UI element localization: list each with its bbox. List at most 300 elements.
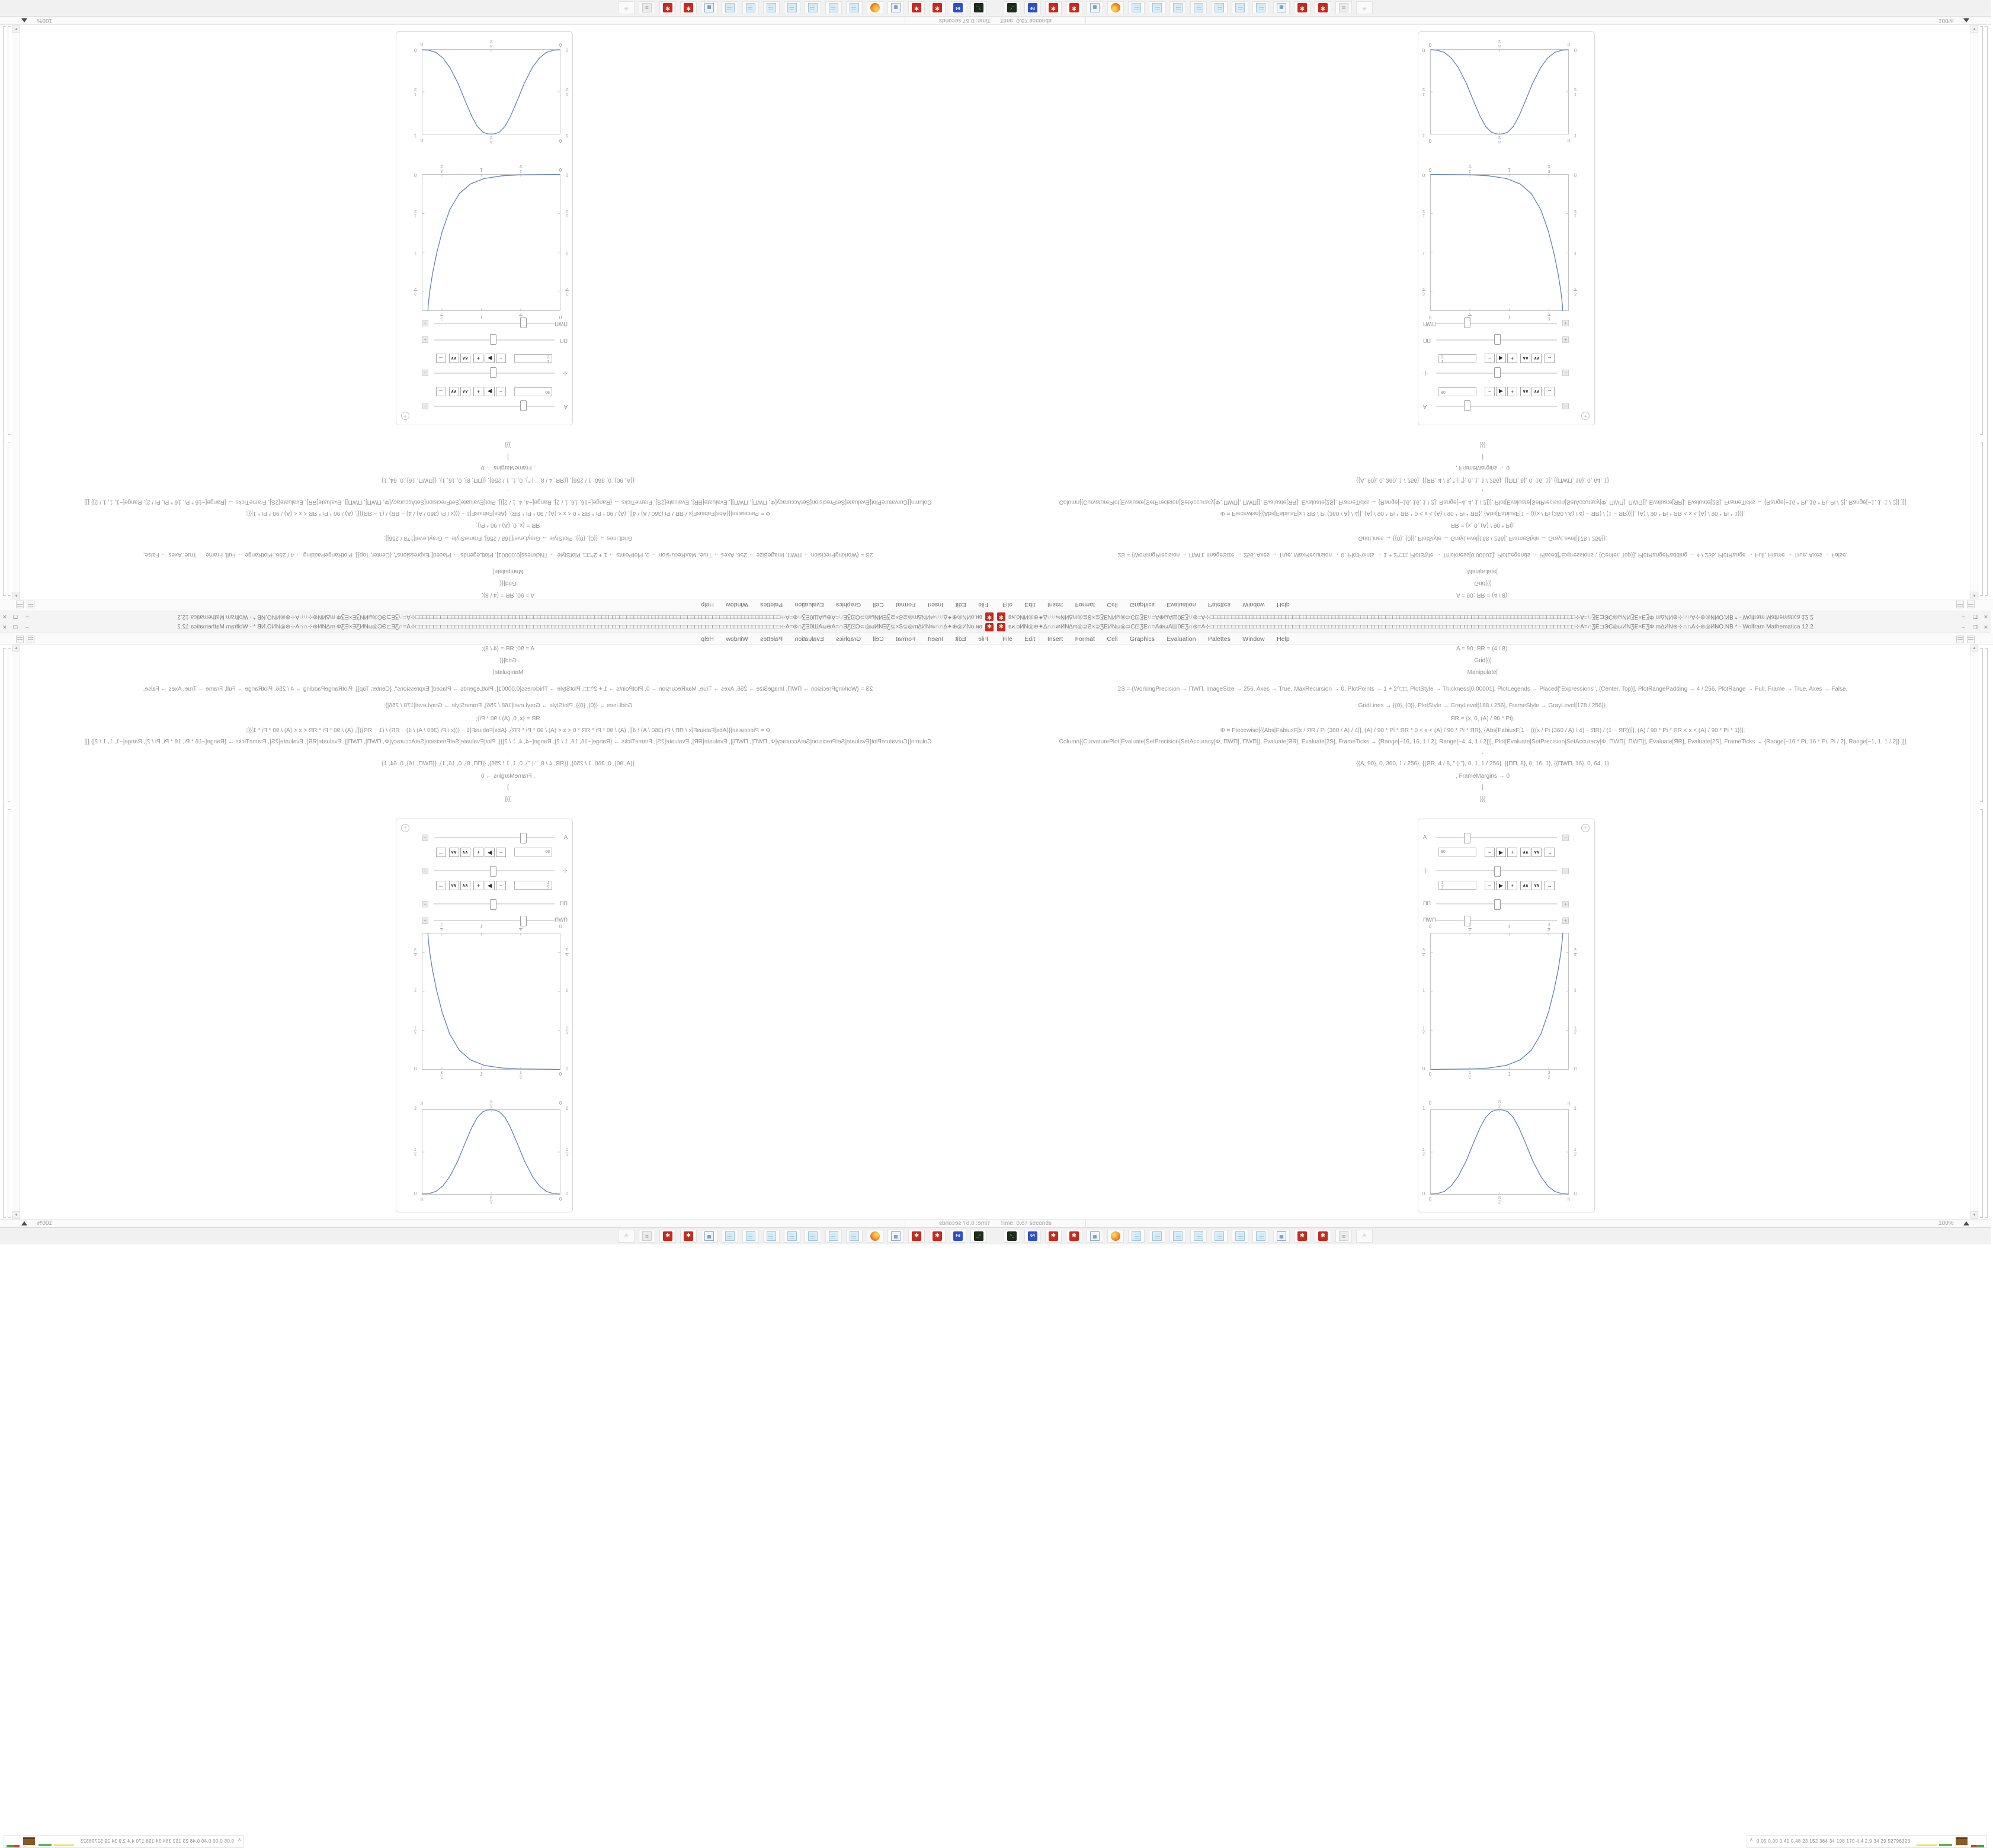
code-line[interactable]: Φ = Piecewise[{{Abs[FabiusF[x / ЯR / Pi (360 / A) / 4]], (A) / 90 * Pi * ЯR * 0 < x < (A) / 90 * Pi * ЯR}, {Abs[FabiusF[1 − (((x / Pi (360 / A) / 4) − ЯR) / (1 − ЯR))]], (A) / 90 * Pi * ЯR < x < (A) / 90 * Pi * 1}}]; [245, 727, 771, 734]
code-line[interactable]: GridLines → {{0}, {0}}, PlotStyle → GrayLevel[168 / 256], FrameStyle → GrayLevel[178 / 256]}; [383, 535, 633, 541]
slider-thumb[interactable] [490, 866, 496, 877]
taskbar-item-notepad[interactable] [1169, 1, 1186, 14]
manipulate-menu-icon[interactable]: + [401, 824, 409, 832]
menu-help[interactable]: Help [1277, 636, 1290, 643]
code-line[interactable]: }}] [1479, 441, 1486, 448]
step-back-button[interactable]: − [496, 387, 506, 396]
play-button[interactable]: ▶ [1496, 881, 1506, 890]
step-forward-button[interactable]: + [1507, 354, 1517, 363]
slower-button[interactable]: ∨∨ [449, 881, 459, 890]
code-line[interactable]: {{A, 90}, 0, 360, 1 / 256}, {{ЯR, 4 / 8, "·|·"}, 0, 1, 1 / 256}, {{ΠΠ, 8}, 0, 16, 1}, {{ΠWΠ, 16}, 0, 64, 1} [382, 477, 635, 483]
taskbar-item-notepad[interactable] [763, 1230, 780, 1243]
taskbar-item-terminal[interactable] [1004, 1, 1020, 14]
slider-track[interactable] [1436, 920, 1557, 921]
taskbar-item-floppy-64[interactable] [950, 1230, 966, 1243]
taskbar-item-calculator[interactable] [1273, 1230, 1290, 1243]
taskbar-item-notepad[interactable] [1211, 1230, 1228, 1243]
step-forward-button[interactable]: + [473, 848, 483, 857]
direction-button[interactable]: → [1545, 881, 1555, 890]
minimize-button[interactable]: – [25, 614, 29, 620]
scroll-up-icon[interactable]: ▲ [1970, 592, 1978, 599]
slower-button[interactable]: ∨∨ [449, 848, 459, 857]
slower-button[interactable]: ∨∨ [1531, 354, 1542, 363]
direction-button[interactable]: → [436, 387, 446, 396]
manipulate-menu-icon[interactable]: + [1581, 824, 1590, 832]
slider-track[interactable] [434, 837, 555, 838]
faster-button[interactable]: ∧∧ [1520, 354, 1530, 363]
expand-controls-icon[interactable]: + [1562, 336, 1569, 343]
taskbar-item-mathematica-red-gear[interactable] [1045, 1, 1062, 14]
close-button[interactable]: ✕ [1984, 624, 1988, 630]
slider-thumb[interactable] [1494, 866, 1501, 877]
code-line[interactable]: 2S = {WorkingPrecision → ΠWΠ, ImageSize → 256, Axes → True, MaxRecursion → 0, PlotPoints → 1 + 2^□□, PlotStyle → Thickness[0.00001], PlotLegends → Placed["Expressions", {Center, Top}], PlotRangePadding → 4 / 256, PlotRange → Full, Frame → True, Axes → False, [143, 686, 873, 692]
window-titlebar[interactable] [995, 611, 1991, 622]
taskbar-item-plug-disabled[interactable] [1356, 1230, 1373, 1243]
menu-file[interactable]: File [978, 636, 988, 643]
slider-thumb[interactable] [1494, 899, 1501, 910]
slower-button[interactable]: ∨∨ [1531, 881, 1542, 890]
cell-bracket-input[interactable] [8, 648, 11, 802]
taskbar-item-scroll-document[interactable] [1335, 1230, 1352, 1243]
slower-button[interactable]: ∨∨ [1531, 387, 1542, 396]
taskbar-item-notepad[interactable] [846, 1230, 863, 1243]
collapse-controls-icon[interactable]: − [1562, 835, 1569, 841]
cell-bracket-output[interactable] [1980, 809, 1983, 1218]
magnification-control[interactable]: 100% [37, 17, 52, 24]
taskbar-item-notepad[interactable] [1149, 1, 1165, 14]
taskbar-item-notepad[interactable] [825, 1230, 842, 1243]
code-line[interactable]: , FrameMargins → 0 [480, 464, 536, 471]
code-line[interactable]: , [1482, 749, 1483, 755]
menu-graphics[interactable]: Graphics [836, 601, 861, 608]
taskbar-item-firefox[interactable] [1107, 1, 1124, 14]
code-line[interactable]: 2S = {WorkingPrecision → ΠWΠ, ImageSize → 256, Axes → True, MaxRecursion → 0, PlotPoints → 1 + 2^□□, PlotStyle → Thickness[0.00001], PlotLegends → Placed["Expressions", {Center, Top}], PlotRangePadding → 4 / 256, PlotRange → Full, Frame → True, Axes → False, [143, 551, 873, 558]
menu-window[interactable]: Window [1242, 636, 1265, 643]
code-line[interactable]: Manipulate[ [492, 568, 524, 575]
slider-thumb[interactable] [490, 367, 496, 378]
taskbar-item-notepad[interactable] [1232, 1230, 1248, 1243]
code-line[interactable]: Manipulate[ [492, 669, 524, 676]
cell-bracket-group[interactable] [3, 648, 6, 1218]
taskbar-item-calculator[interactable] [701, 1, 717, 14]
direction-button[interactable]: → [436, 848, 446, 857]
code-line[interactable]: ] [1482, 784, 1483, 791]
taskbar-item-calculator[interactable] [887, 1230, 904, 1243]
cell-bracket-input[interactable] [1980, 648, 1983, 802]
collapse-controls-icon[interactable]: − [422, 868, 428, 874]
taskbar-item-notepad[interactable] [784, 1230, 800, 1243]
faster-button[interactable]: ∧∧ [1520, 881, 1530, 890]
cell-bracket-output[interactable] [8, 26, 11, 435]
collapse-controls-icon[interactable]: − [1562, 868, 1569, 874]
menu-edit[interactable]: Edit [955, 636, 966, 643]
menu-graphics[interactable]: Graphics [1129, 636, 1155, 643]
value-input[interactable]: 1 2 [1438, 354, 1476, 363]
step-back-button[interactable]: − [496, 354, 506, 363]
taskbar-item-mathematica-red-gear[interactable] [929, 1, 946, 14]
expand-controls-icon[interactable]: + [1562, 917, 1569, 924]
manipulate-menu-icon[interactable]: + [401, 412, 409, 420]
direction-button[interactable]: → [1545, 354, 1555, 363]
taskbar-item-notepad[interactable] [1128, 1230, 1145, 1243]
menu-palettes[interactable]: Palettes [1207, 636, 1231, 643]
code-line[interactable]: Grid[{{ [1474, 580, 1491, 586]
code-line[interactable]: }}] [1479, 796, 1486, 803]
collapse-controls-icon[interactable]: − [422, 403, 428, 409]
ruler-toggle-icon[interactable] [1956, 601, 1964, 608]
menu-palettes[interactable]: Palettes [1207, 601, 1231, 608]
slider-thumb[interactable] [1494, 367, 1501, 378]
taskbar-item-mathematica-red-gear[interactable] [659, 1, 676, 14]
step-back-button[interactable]: − [1485, 354, 1495, 363]
taskbar-item-notepad[interactable] [805, 1, 821, 14]
cell-bracket-output[interactable] [8, 809, 11, 1218]
slower-button[interactable]: ∨∨ [449, 354, 459, 363]
taskbar-item-notepad[interactable] [722, 1, 738, 14]
faster-button[interactable]: ∧∧ [1520, 387, 1530, 396]
menu-palettes[interactable]: Palettes [760, 636, 783, 643]
collapse-controls-icon[interactable]: − [1562, 370, 1569, 376]
magnification-arrow-icon[interactable] [1963, 18, 1969, 23]
taskbar-item-firefox[interactable] [867, 1230, 883, 1243]
code-line[interactable]: A = 90; ЯR = (4 / 8); [482, 646, 534, 652]
expand-controls-icon[interactable]: + [422, 917, 428, 924]
ruler-toggle-icon[interactable] [1956, 636, 1964, 643]
menu-help[interactable]: Help [701, 601, 714, 608]
taskbar-item-notepad[interactable] [1169, 1230, 1186, 1243]
expand-controls-icon[interactable]: + [1562, 901, 1569, 907]
close-button[interactable]: ✕ [1984, 614, 1988, 620]
faster-button[interactable]: ∧∧ [460, 354, 470, 363]
menu-cell[interactable]: Cell [873, 636, 884, 643]
expand-controls-icon[interactable]: + [422, 320, 428, 326]
taskbar-item-notepad[interactable] [1128, 1, 1145, 14]
step-back-button[interactable]: − [1485, 387, 1495, 396]
minimize-button[interactable]: – [1962, 614, 1965, 620]
slider-thumb[interactable] [1464, 833, 1470, 843]
toolbar-toggle-icon[interactable] [1967, 636, 1975, 643]
taskbar-item-mathematica-red-gear[interactable] [680, 1230, 697, 1243]
toolbar-toggle-icon[interactable] [16, 601, 24, 608]
code-line[interactable]: Column[{CurvaturePlot[Evaluate[SetPrecision[SetAccuracy[Φ, ΠWΠ], ΠWΠ]], Evaluate[ЯR], Evaluate[2S], FrameTicks → {Range[−16, 16, 1 / 2], Range[−4, 4, 1 / 2]}], Plot[Evaluate[SetPrecision[SetAccuracy[Φ, ΠWΠ], ΠWΠ]], Evaluate[ЯR], Evaluate[2S], FrameTicks → {Range[−16 * Pi, 16 * Pi, Pi / 2], Range[−1, 1, 1 / 2]} ]]] [1059, 499, 1907, 505]
taskbar-item-notepad[interactable] [805, 1230, 821, 1243]
collapse-controls-icon[interactable]: − [422, 370, 428, 376]
scroll-down-icon[interactable]: ▼ [12, 1211, 20, 1219]
step-back-button[interactable]: − [1485, 881, 1495, 890]
taskbar-item-calculator[interactable] [701, 1230, 717, 1243]
code-line[interactable]: Manipulate[ [1467, 669, 1498, 676]
faster-button[interactable]: ∧∧ [460, 387, 470, 396]
taskbar-item-notepad[interactable] [1252, 1230, 1269, 1243]
menu-evaluation[interactable]: Evaluation [794, 601, 824, 608]
play-button[interactable]: ▶ [1496, 354, 1506, 363]
menu-insert[interactable]: Insert [927, 636, 944, 643]
play-button[interactable]: ▶ [485, 881, 495, 890]
taskbar-item-calculator[interactable] [1087, 1, 1103, 14]
vertical-scrollbar[interactable] [12, 644, 20, 1219]
value-input[interactable]: $\frac{1}{2}$ [514, 881, 552, 890]
menu-format[interactable]: Format [1075, 636, 1095, 643]
collapse-controls-icon[interactable]: − [422, 835, 428, 841]
scroll-down-icon[interactable]: ▼ [12, 25, 20, 33]
taskbar-item-terminal[interactable] [970, 1230, 987, 1243]
cell-bracket-group[interactable] [1985, 26, 1988, 596]
scroll-up-icon[interactable]: ▲ [1970, 644, 1978, 652]
menu-evaluation[interactable]: Evaluation [794, 636, 824, 643]
direction-button[interactable]: → [436, 881, 446, 890]
vertical-scrollbar[interactable] [1970, 25, 1979, 599]
step-forward-button[interactable]: + [1507, 848, 1517, 857]
step-forward-button[interactable]: + [1507, 387, 1517, 396]
slider-track[interactable] [1436, 406, 1557, 407]
minimize-button[interactable]: – [1962, 624, 1965, 630]
taskbar-item-notepad[interactable] [1252, 1, 1269, 14]
taskbar-item-mathematica-red-gear[interactable] [1066, 1230, 1082, 1243]
cell-bracket-input[interactable] [1980, 442, 1983, 596]
code-line[interactable]: Column[{CurvaturePlot[Evaluate[SetPrecision[SetAccuracy[Φ, ΠWΠ], ΠWΠ]], Evaluate[ЯR], Evaluate[2S], FrameTicks → {Range[−16, 16, 1 / 2], Range[−4, 4, 1 / 2]}], Plot[Evaluate[SetPrecision[SetAccuracy[Φ, ΠWΠ], ΠWΠ]], Evaluate[ЯR], Evaluate[2S], FrameTicks → {Range[−16 * Pi, 16 * Pi, Pi / 2], Range[−1, 1, 1 / 2]} ]]] [84, 499, 932, 505]
code-line[interactable]: Φ = Piecewise[{{Abs[FabiusF[x / ЯR / Pi (360 / A) / 4]], (A) / 90 * Pi * ЯR * 0 < x < (A) / 90 * Pi * ЯR}, {Abs[FabiusF[1 − (((x / Pi (360 / A) / 4) − ЯR) / (1 − ЯR))]], (A) / 90 * Pi * ЯR < x < (A) / 90 * Pi * 1}}]; [1220, 510, 1745, 516]
magnification-arrow-icon[interactable] [1963, 1221, 1969, 1225]
slider-track[interactable] [434, 406, 555, 407]
code-line[interactable]: , [1482, 489, 1483, 495]
code-line[interactable]: ЯR = {x, 0, (A) / 90 * Pi}; [1450, 522, 1515, 528]
taskbar-item-terminal[interactable] [970, 1, 987, 14]
taskbar-item-notepad[interactable] [846, 1, 863, 14]
value-input[interactable]: 90 [514, 848, 552, 856]
taskbar-item-mathematica-red-gear[interactable] [1045, 1230, 1062, 1243]
step-forward-button[interactable]: + [1507, 881, 1517, 890]
code-line[interactable]: ЯR = {x, 0, (A) / 90 * Pi}; [1450, 716, 1515, 722]
taskbar-item-mathematica-red-gear[interactable] [1294, 1230, 1310, 1243]
slower-button[interactable]: ∨∨ [449, 387, 459, 396]
play-button[interactable]: ▶ [1496, 387, 1506, 396]
step-back-button[interactable]: − [496, 881, 506, 890]
slider-thumb[interactable] [490, 334, 496, 345]
taskbar-item-plug-disabled[interactable] [618, 1230, 635, 1243]
taskbar-item-notepad[interactable] [1232, 1, 1248, 14]
taskbar-item-firefox[interactable] [867, 1, 883, 14]
taskbar-item-floppy-64[interactable] [1024, 1, 1041, 14]
slider-track[interactable] [434, 920, 555, 921]
taskbar-item-notepad[interactable] [763, 1, 780, 14]
direction-button[interactable]: → [1545, 848, 1555, 857]
ruler-toggle-icon[interactable] [27, 636, 34, 643]
taskbar-item-mathematica-red-gear[interactable] [659, 1230, 676, 1243]
cell-bracket-group[interactable] [3, 26, 6, 596]
code-line[interactable]: ЯR = {x, 0, (A) / 90 * Pi}; [476, 522, 540, 528]
menu-file[interactable]: File [1002, 636, 1012, 643]
menu-graphics[interactable]: Graphics [836, 636, 861, 643]
scroll-down-icon[interactable]: ▼ [1970, 25, 1978, 33]
menu-insert[interactable]: Insert [1047, 601, 1063, 608]
close-button[interactable]: ✕ [2, 614, 7, 620]
faster-button[interactable]: ∧∧ [460, 881, 470, 890]
code-line[interactable]: Grid[{{ [499, 580, 517, 586]
code-line[interactable]: Φ = Piecewise[{{Abs[FabiusF[x / ЯR / Pi (360 / A) / 4]], (A) / 90 * Pi * ЯR * 0 < x < (A) / 90 * Pi * ЯR}, {Abs[FabiusF[1 − (((x / Pi (360 / A) / 4) − ЯR) / (1 − ЯR))]], (A) / 90 * Pi * ЯR < x < (A) / 90 * Pi * 1}}]; [1220, 727, 1745, 734]
slider-thumb[interactable] [490, 899, 496, 910]
taskbar-item-calculator[interactable] [1273, 1, 1290, 14]
taskbar-item-mathematica-red-gear[interactable] [908, 1230, 925, 1243]
menu-window[interactable]: Window [726, 636, 748, 643]
taskbar-item-notepad[interactable] [1149, 1230, 1165, 1243]
maximize-button[interactable]: ❐ [1972, 624, 1978, 630]
code-line[interactable]: 2S = {WorkingPrecision → ΠWΠ, ImageSize → 256, Axes → True, MaxRecursion → 0, PlotPoints → 1 + 2^□□, PlotStyle → Thickness[0.00001], PlotLegends → Placed["Expressions", {Center, Top}], PlotRangePadding → 4 / 256, PlotRange → Full, Frame → True, Axes → False, [1117, 551, 1848, 558]
taskbar-item-notepad[interactable] [825, 1, 842, 14]
code-line[interactable]: Manipulate[ [1467, 568, 1498, 575]
code-line[interactable]: GridLines → {{0}, {0}}, PlotStyle → GrayLevel[168 / 256], FrameStyle → GrayLevel[178 / 256]}; [383, 702, 633, 709]
menu-evaluation[interactable]: Evaluation [1167, 601, 1196, 608]
magnification-arrow-icon[interactable] [21, 18, 27, 23]
taskbar-item-mathematica-red-gear[interactable] [929, 1230, 946, 1243]
code-line[interactable]: , FrameMargins → 0 [1455, 464, 1510, 471]
play-button[interactable]: ▶ [1496, 848, 1506, 857]
code-line[interactable]: Φ = Piecewise[{{Abs[FabiusF[x / ЯR / Pi (360 / A) / 4]], (A) / 90 * Pi * ЯR * 0 < x < (A) / 90 * Pi * ЯR}, {Abs[FabiusF[1 − (((x / Pi (360 / A) / 4) − ЯR) / (1 − ЯR))]], (A) / 90 * Pi * ЯR < x < (A) / 90 * Pi * 1}}]; [245, 510, 771, 516]
menu-format[interactable]: Format [896, 636, 916, 643]
code-line[interactable]: {{A, 90}, 0, 360, 1 / 256}, {{ЯR, 4 / 8, "·|·"}, 0, 1, 1 / 256}, {{ΠΠ, 8}, 0, 16, 1}, {{ΠWΠ, 16}, 0, 64, 1} [1356, 477, 1609, 483]
step-back-button[interactable]: − [496, 848, 506, 857]
code-line[interactable]: Grid[{{ [499, 657, 517, 664]
taskbar-item-scroll-document[interactable] [1335, 1, 1352, 14]
taskbar-item-floppy-64[interactable] [1024, 1230, 1041, 1243]
magnification-control[interactable]: 100% [37, 1220, 52, 1227]
menu-cell[interactable]: Cell [873, 601, 884, 608]
taskbar-item-mathematica-red-gear[interactable] [1315, 1230, 1331, 1243]
menu-edit[interactable]: Edit [955, 601, 966, 608]
play-button[interactable]: ▶ [485, 387, 495, 396]
faster-button[interactable]: ∧∧ [1520, 848, 1530, 857]
taskbar-item-floppy-64[interactable] [950, 1, 966, 14]
slider-thumb[interactable] [520, 400, 527, 411]
code-line[interactable]: , FrameMargins → 0 [1455, 773, 1510, 779]
expand-controls-icon[interactable]: + [422, 901, 428, 907]
menu-insert[interactable]: Insert [1047, 636, 1063, 643]
scroll-up-icon[interactable]: ▲ [12, 644, 20, 652]
slider-thumb[interactable] [520, 833, 527, 843]
code-line[interactable]: }}] [505, 441, 511, 448]
expand-controls-icon[interactable]: + [422, 336, 428, 343]
taskbar-item-notepad[interactable] [742, 1230, 759, 1243]
direction-button[interactable]: → [436, 354, 446, 363]
taskbar-item-scroll-document[interactable] [639, 1230, 655, 1243]
cell-bracket-group[interactable] [1985, 648, 1988, 1218]
tray-chevron-icon[interactable]: ∧ [238, 1837, 241, 1842]
window-titlebar[interactable] [0, 611, 995, 622]
cell-bracket-input[interactable] [8, 442, 11, 596]
cell-bracket-output[interactable] [1980, 26, 1983, 435]
menu-palettes[interactable]: Palettes [760, 601, 783, 608]
taskbar-item-notepad[interactable] [722, 1230, 738, 1243]
magnification-control[interactable]: 100% [1938, 1220, 1954, 1227]
taskbar-item-firefox[interactable] [1107, 1230, 1124, 1243]
value-input[interactable]: $\frac{1}{2}$ [1438, 881, 1476, 890]
code-line[interactable]: {{A, 90}, 0, 360, 1 / 256}, {{ЯR, 4 / 8, "·|·"}, 0, 1, 1 / 256}, {{ΠΠ, 8}, 0, 16, 1}, {{ΠWΠ, 16}, 0, 64, 1} [1356, 761, 1609, 767]
slider-thumb[interactable] [1494, 334, 1501, 345]
code-line[interactable]: ] [1482, 453, 1483, 460]
taskbar-item-mathematica-red-gear[interactable] [1294, 1, 1310, 14]
taskbar-item-scroll-document[interactable] [639, 1, 655, 14]
magnification-arrow-icon[interactable] [21, 1221, 27, 1225]
code-line[interactable]: ЯR = {x, 0, (A) / 90 * Pi}; [476, 716, 540, 722]
taskbar-item-mathematica-red-gear[interactable] [1315, 1, 1331, 14]
taskbar-item-plug-disabled[interactable] [618, 1, 635, 14]
code-line[interactable]: , [507, 749, 509, 755]
code-line[interactable]: {{A, 90}, 0, 360, 1 / 256}, {{ЯR, 4 / 8, "·|·"}, 0, 1, 1 / 256}, {{ΠΠ, 8}, 0, 16, 1}, {{ΠWΠ, 16}, 0, 64, 1} [382, 761, 635, 767]
step-forward-button[interactable]: + [473, 354, 483, 363]
step-forward-button[interactable]: + [473, 881, 483, 890]
value-input[interactable]: 90 [1438, 848, 1476, 856]
menu-edit[interactable]: Edit [1024, 601, 1036, 608]
menu-file[interactable]: File [978, 601, 988, 608]
menu-window[interactable]: Window [1242, 601, 1265, 608]
scroll-up-icon[interactable]: ▲ [12, 592, 20, 599]
window-titlebar[interactable] [0, 622, 995, 633]
magnification-control[interactable]: 100% [1938, 17, 1954, 24]
taskbar-item-notepad[interactable] [784, 1, 800, 14]
code-line[interactable]: ] [507, 784, 509, 791]
taskbar-item-notepad[interactable] [1190, 1230, 1207, 1243]
code-line[interactable]: Column[{CurvaturePlot[Evaluate[SetPrecision[SetAccuracy[Φ, ΠWΠ], ΠWΠ]], Evaluate[ЯR], Evaluate[2S], FrameTicks → {Range[−16, 16, 1 / 2], Range[−4, 4, 1 / 2]}], Plot[Evaluate[SetPrecision[SetAccuracy[Φ, ΠWΠ], ΠWΠ]], Evaluate[ЯR], Evaluate[2S], FrameTicks → {Range[−16 * Pi, 16 * Pi, Pi / 2], Range[−1, 1, 1 / 2]} ]]] [84, 739, 932, 745]
taskbar-item-mathematica-red-gear[interactable] [908, 1, 925, 14]
taskbar-item-notepad[interactable] [1211, 1, 1228, 14]
close-button[interactable]: ✕ [2, 624, 7, 630]
slider-track[interactable] [1436, 837, 1557, 838]
expand-controls-icon[interactable]: + [1562, 320, 1569, 326]
menu-evaluation[interactable]: Evaluation [1167, 636, 1196, 643]
slider-track[interactable] [434, 323, 555, 324]
code-line[interactable]: , [507, 489, 509, 495]
slider-thumb[interactable] [1464, 400, 1470, 411]
window-titlebar[interactable] [995, 622, 1991, 633]
collapse-controls-icon[interactable]: − [1562, 403, 1569, 409]
code-line[interactable]: GridLines → {{0}, {0}}, PlotStyle → GrayLevel[168 / 256], FrameStyle → GrayLevel[178 / 256]}; [1358, 535, 1607, 541]
minimize-button[interactable]: – [25, 624, 29, 630]
taskbar-item-terminal[interactable] [1004, 1230, 1020, 1243]
slider-track[interactable] [1436, 323, 1557, 324]
taskbar-item-calculator[interactable] [887, 1, 904, 14]
manipulate-menu-icon[interactable]: + [1581, 412, 1590, 420]
toolbar-toggle-icon[interactable] [1967, 601, 1975, 608]
step-back-button[interactable]: − [1485, 848, 1495, 857]
code-line[interactable]: A = 90; ЯR = (4 / 8); [482, 592, 534, 598]
taskbar-item-calculator[interactable] [1087, 1230, 1103, 1243]
value-input[interactable]: 1 2 [514, 354, 552, 363]
value-input[interactable]: 90 [514, 387, 552, 396]
direction-button[interactable]: → [1545, 387, 1555, 396]
menu-insert[interactable]: Insert [927, 601, 944, 608]
menu-cell[interactable]: Cell [1107, 636, 1118, 643]
code-line[interactable]: ] [507, 453, 509, 460]
code-line[interactable]: }}] [505, 796, 511, 803]
vertical-scrollbar[interactable] [1970, 644, 1979, 1219]
ruler-toggle-icon[interactable] [27, 601, 34, 608]
vertical-scrollbar[interactable] [12, 25, 20, 599]
taskbar-item-mathematica-red-gear[interactable] [680, 1, 697, 14]
code-line[interactable]: GridLines → {{0}, {0}}, PlotStyle → GrayLevel[168 / 256], FrameStyle → GrayLevel[178 / 256]}; [1358, 702, 1607, 709]
menu-graphics[interactable]: Graphics [1129, 601, 1155, 608]
maximize-button[interactable]: ❐ [12, 614, 18, 620]
value-input[interactable]: 90 [1438, 387, 1476, 396]
tray-chevron-icon[interactable]: ∧ [1750, 1837, 1753, 1842]
maximize-button[interactable]: ❐ [1972, 614, 1978, 620]
faster-button[interactable]: ∧∧ [460, 848, 470, 857]
slower-button[interactable]: ∨∨ [1531, 848, 1542, 857]
toolbar-toggle-icon[interactable] [16, 636, 24, 643]
code-line[interactable]: A = 90; ЯR = (4 / 8); [1456, 592, 1509, 598]
code-line[interactable]: A = 90; ЯR = (4 / 8); [1456, 646, 1509, 652]
taskbar-item-notepad[interactable] [1190, 1, 1207, 14]
code-line[interactable]: , FrameMargins → 0 [480, 773, 536, 779]
menu-help[interactable]: Help [1277, 601, 1290, 608]
